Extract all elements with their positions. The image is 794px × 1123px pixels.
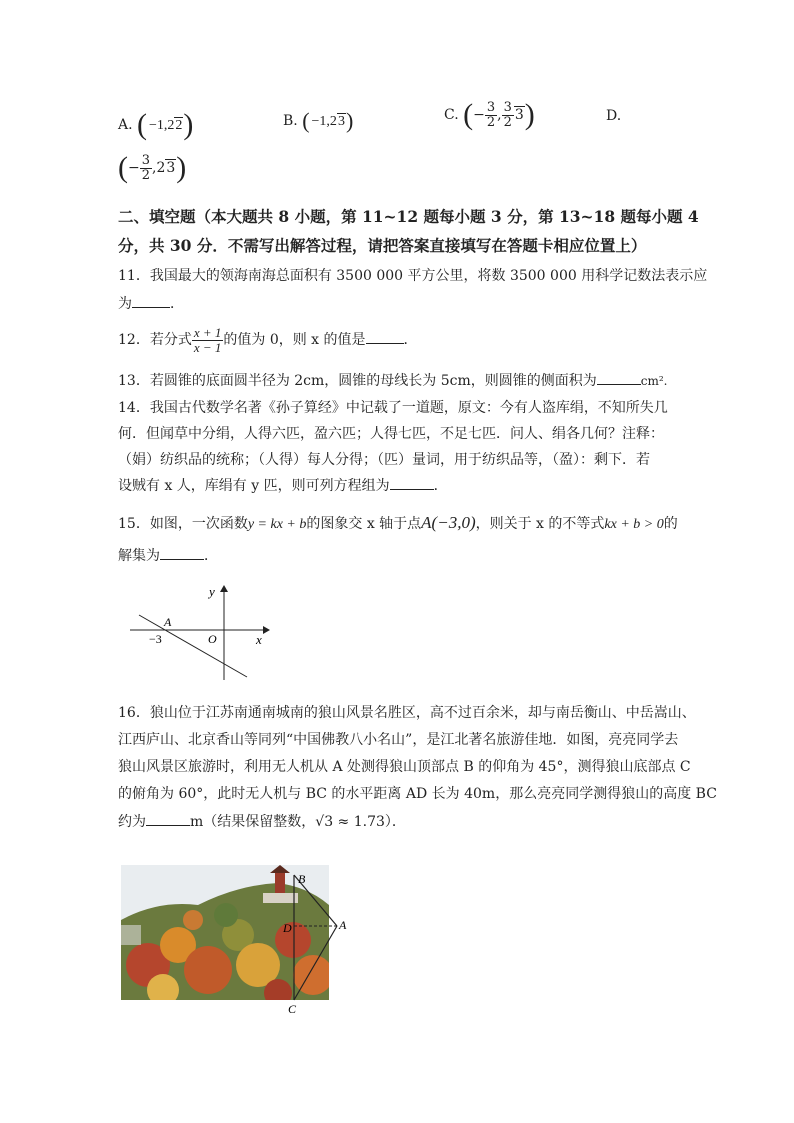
label-d: D <box>283 921 292 935</box>
q11-line2-pre: 为 <box>118 296 132 312</box>
option-a <box>118 108 193 142</box>
answer-blank[interactable] <box>160 545 204 560</box>
q16-line5-pre: 约为 <box>118 814 146 830</box>
paren-close: ) <box>524 98 535 131</box>
option-b-value: −1,23 <box>311 114 345 129</box>
paren-open: ( <box>137 108 148 141</box>
paren-close: ) <box>176 151 187 184</box>
paren-open: ( <box>463 98 474 131</box>
paren-open: ( <box>118 151 128 184</box>
q15-point: A(−3,0) <box>421 513 476 532</box>
q15-graph <box>125 582 275 682</box>
paren-open: ( <box>302 108 310 133</box>
option-c <box>444 98 535 132</box>
q16-line4: 的俯角为 60°，此时无人机与 BC 的水平距离 AD 长为 40m，那么亮亮同学测得狼山的高度 BC <box>118 786 717 802</box>
q16-line5 <box>118 809 406 835</box>
answer-blank[interactable] <box>597 370 641 385</box>
q14-line1: 14．我国古代数学名著《孙子算经》中记载了一道题，原文：今有人盗库绢，不知所失几 <box>118 400 668 416</box>
label-origin: O <box>208 632 217 646</box>
q11-line2-post: ． <box>170 296 184 312</box>
q14-line3: （娟）纺织品的统称；（人得）每人分得；（匹）量词，用于纺织品等，（盈）：剩下．若 <box>118 452 650 468</box>
q12-pre: 12．若分式 <box>118 332 192 348</box>
paren-close: ) <box>345 108 354 133</box>
option-a-label: A. <box>118 117 133 133</box>
option-b <box>283 108 353 134</box>
section-heading-line1: 二、填空题（本大题共 8 小题，第 11~12 题每小题 3 分，第 13~18 题每小题 4 <box>118 207 699 226</box>
answer-blank[interactable] <box>366 329 404 344</box>
option-d-label: D. <box>606 108 622 124</box>
q16-line2: 江西庐山、北京香山等同列“中国佛教八小名山”，是江北著名旅游佳地．如图，亮亮同学去 <box>118 732 679 748</box>
q15-equation: y = kx + b <box>247 517 307 532</box>
q15-pre: 15．如图，一次函数 <box>118 516 248 532</box>
option-c-label: C. <box>444 107 459 123</box>
q15-line2-post: ． <box>204 548 218 564</box>
q13-unit: cm². <box>640 374 668 388</box>
label-y: y <box>209 584 215 599</box>
function-line <box>139 615 247 677</box>
q13-pre: 13．若圆锥的底面圆半径为 2cm，圆锥的母线长为 5cm，则圆锥的侧面积为 <box>118 373 597 389</box>
label-c: C <box>288 1002 297 1016</box>
q16-figure <box>118 865 358 1017</box>
paren-close: ) <box>183 108 194 141</box>
q11-line2 <box>118 293 184 314</box>
label-x: x <box>256 632 262 647</box>
q15-line2 <box>118 543 218 569</box>
answer-blank[interactable] <box>132 293 170 308</box>
q15-inequality: kx + b > 0 <box>604 517 664 532</box>
q15-end: 的 <box>663 516 678 532</box>
answer-blank[interactable] <box>146 811 190 826</box>
q12 <box>118 322 418 358</box>
answer-blank[interactable] <box>390 475 434 490</box>
label-b: B <box>298 872 306 886</box>
q16-line5-post: m（结果保留整数，√3 ≈ 1.73）． <box>190 814 406 830</box>
label-minus-three: −3 <box>149 632 162 646</box>
q14-line4-pre: 设贼有 x 人，库绢有 y 匹，则可列方程组为 <box>118 478 390 494</box>
q16-line3: 狼山风景区旅游时，利用无人机从 A 处测得狼山顶部点 B 的仰角为 45°，测得狼山底部点 C <box>118 759 691 775</box>
q14-line4 <box>118 473 448 499</box>
q16-line1: 16．狼山位于江苏南通南城南的狼山风景名胜区，高不过百余米，却与南岳衡山、中岳嵩山、 <box>118 705 696 721</box>
section-heading-line2: 分，共 30 分．不需写出解答过程，请把答案直接填写在答题卡相应位置上） <box>118 236 647 255</box>
option-d-value: (− $\frac{3}{2}$ ,23) <box>118 151 187 184</box>
q15-mid2: ，则关于 x 的不等式 <box>475 516 605 532</box>
q12-post: 的值为 0，则 x 的值是 <box>223 332 366 348</box>
q15-line2-pre: 解集为 <box>118 548 160 564</box>
q14-line2: 何．但闻草中分绢，人得六匹，盈六匹；人得七匹，不足七匹．问人、绢各几何？注释： <box>118 426 664 442</box>
q12-end: ． <box>403 332 418 348</box>
q15-mid: 的图象交 x 轴于点 <box>306 516 422 532</box>
label-a: A <box>164 615 172 629</box>
q11-line1: 11．我国最大的领海南海总面积有 3500 000 平方公里，将数 3500 000 用科学记数法表示应 <box>118 268 708 284</box>
hill-photo <box>121 865 333 1007</box>
option-d <box>606 108 621 124</box>
q13 <box>118 370 668 391</box>
option-a-value: −1,22 <box>149 118 183 133</box>
y-axis-arrow <box>220 585 228 592</box>
q12-fraction: $\frac{x + 1}{x - 1}$ <box>193 324 222 355</box>
x-axis-arrow <box>263 626 270 634</box>
option-c-value: − $\frac{3}{2}$ , $\frac{3}{2}$ 3 <box>473 99 524 130</box>
label-a: A <box>339 918 347 932</box>
q14-line4-post: ． <box>433 478 448 494</box>
option-b-label: B. <box>283 113 298 129</box>
q15-line1 <box>118 510 678 538</box>
